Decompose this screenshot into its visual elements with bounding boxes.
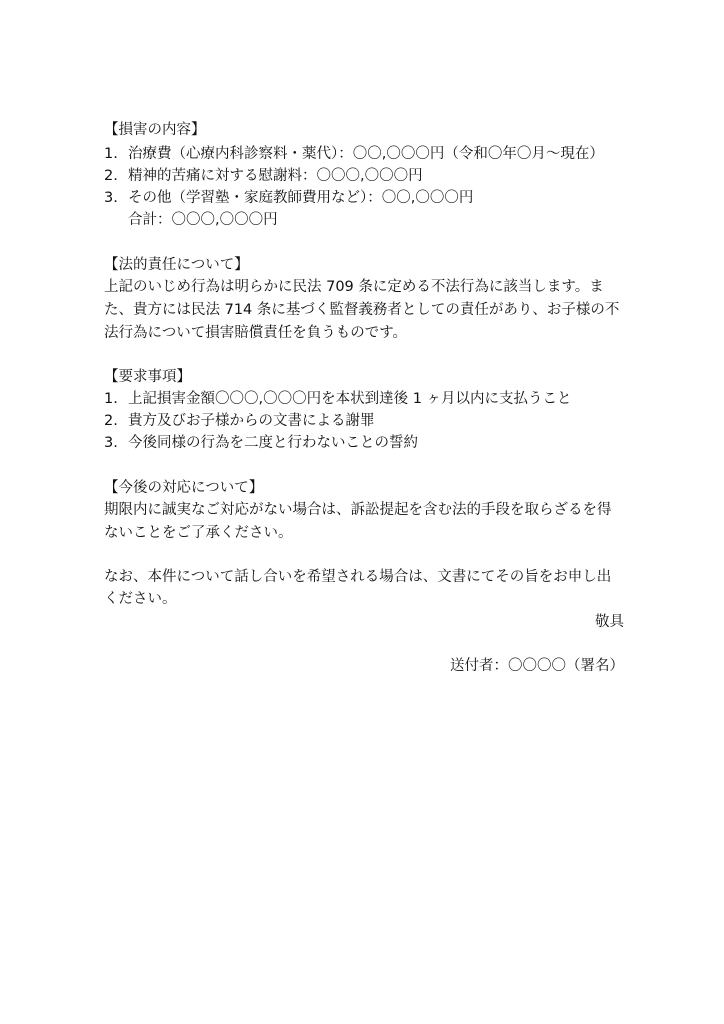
damages-heading: 【損害の内容】 [104,122,206,138]
future-text-line: ないことをご了承ください。 [104,525,293,541]
item-text: 治療費（心療内科診察料・薬代）：〇〇,〇〇〇円（令和〇年〇月～現在） [128,146,604,162]
item-number: 3. [104,190,118,206]
demands-heading: 【要求事項】 [104,369,191,385]
item-number: 2. [104,413,118,429]
demands-item [104,433,418,453]
damages-item [104,188,473,208]
future-text-line: 期限内に誠実なご対応がない場合は、訴訟提起を含む法的手段を取らざるを得 [104,502,612,518]
damages-item [104,144,604,164]
item-text: 貴方及びお子様からの文書による謝罪 [128,413,375,429]
item-text: 上記損害金額〇〇〇,〇〇〇円を本状到達後 1 ヶ月以内に支払うこと [128,391,572,407]
item-number: 1. [104,146,118,162]
demands-item [104,389,572,409]
damages-total: 合計：〇〇〇,〇〇〇円 [128,212,278,228]
item-number: 3. [104,435,118,451]
closing-text: 敬具 [595,614,624,630]
item-text: 今後同様の行為を二度と行わないことの誓約 [128,435,418,451]
liability-text-line: 法行為について損害賠償責任を負うものです。 [104,325,408,341]
note-text-line: なお、本件について話し合いを希望される場合は、文書にてその旨をお申し出 [104,569,612,585]
future-heading: 【今後の対応について】 [104,480,264,496]
item-number: 1. [104,391,118,407]
item-number: 2. [104,168,118,184]
document-page [104,0,624,1024]
item-text: その他（学習塾・家庭教師費用など）：〇〇,〇〇〇円 [128,190,474,206]
item-text: 精神的苦痛に対する慰謝料：〇〇〇,〇〇〇円 [128,168,423,184]
damages-item [104,166,423,186]
liability-heading: 【法的責任について】 [104,257,249,273]
note-text-line: ください。 [104,591,177,607]
sender-signature: 送付者：〇〇〇〇（署名） [450,658,624,674]
liability-text-line: 上記のいじめ行為は明らかに民法 709 条に定める不法行為に該当します。ま [104,279,604,295]
liability-text-line: た、貴方には民法 714 条に基づく監督義務者としての責任があり、お子様の不 [104,302,620,318]
demands-item [104,411,375,431]
